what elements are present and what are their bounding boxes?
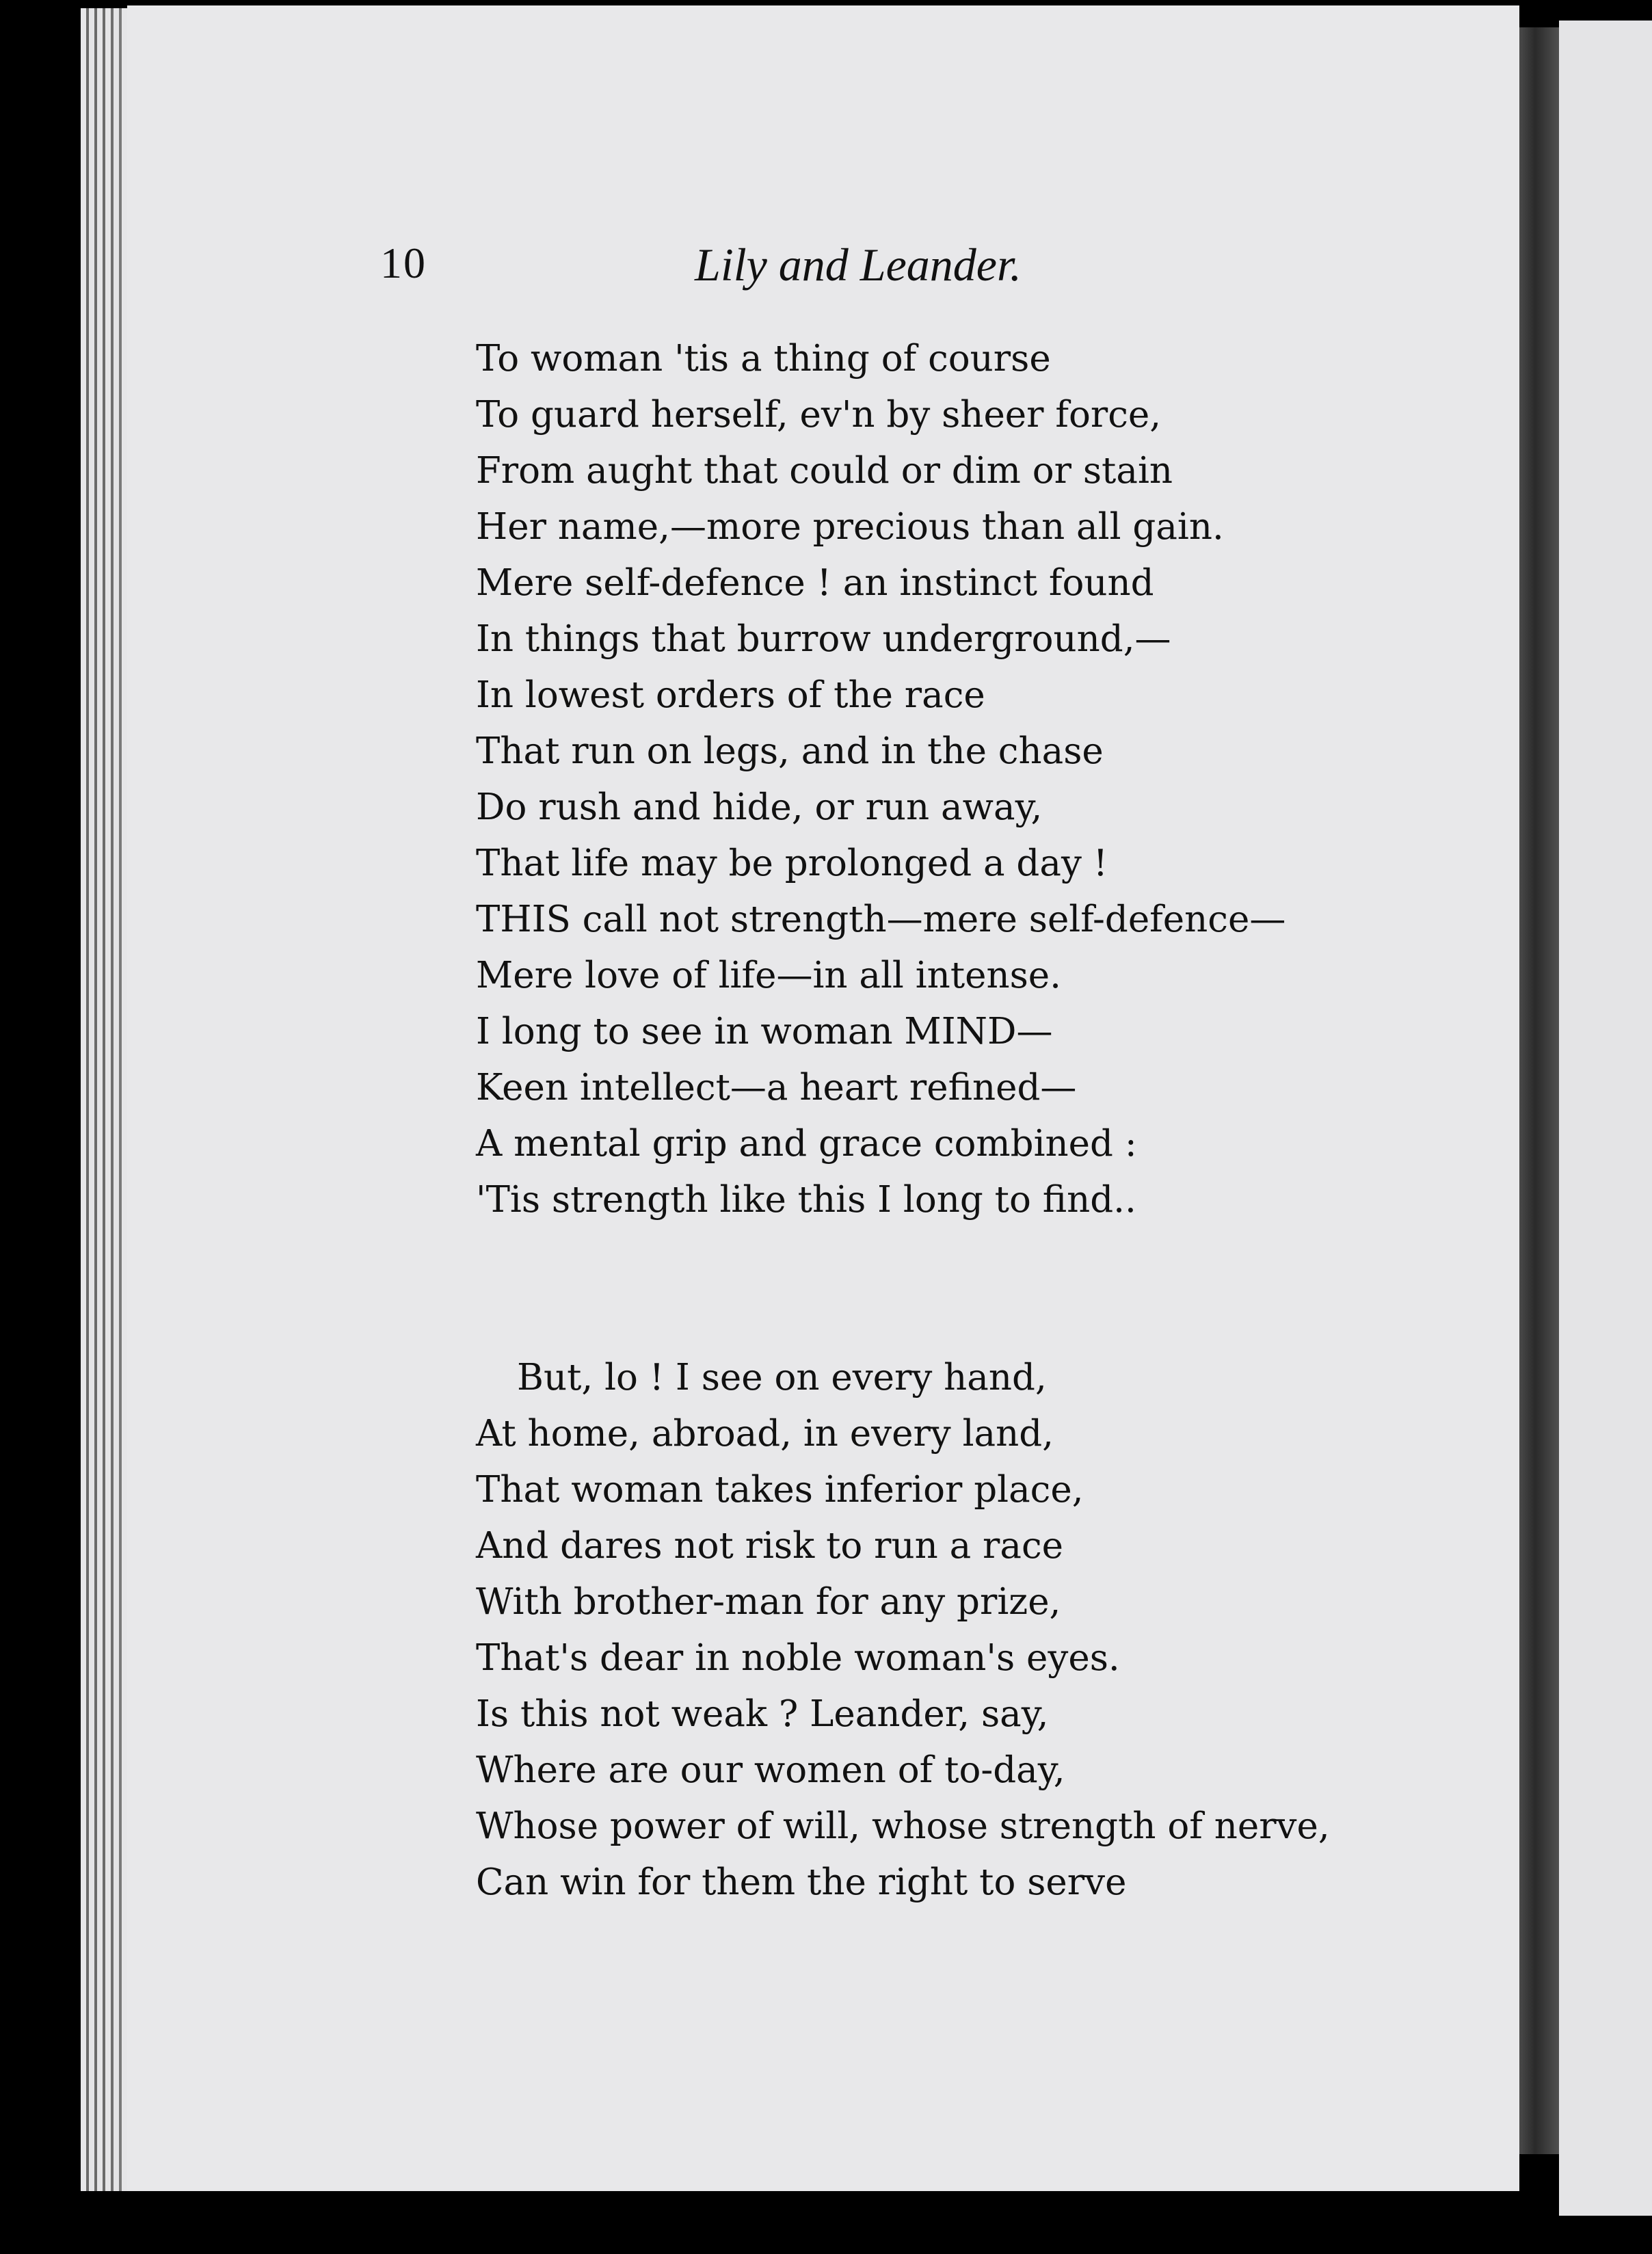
poem-line: In things that burrow underground,— (476, 618, 1171, 660)
poem-line: Keen intellect—a heart refined— (476, 1067, 1077, 1109)
poem-line: From aught that could or dim or stain (476, 450, 1173, 492)
poem-line: Whose power of will, whose strength of nerve, (476, 1805, 1330, 1847)
poem-line: Where are our women of to-day, (476, 1749, 1065, 1791)
poem-line: That life may be prolonged a day ! (476, 843, 1108, 884)
poem-line: In lowest orders of the race (476, 674, 985, 716)
stanza-2 (476, 1350, 1502, 1911)
poem-line: Mere self-defence ! an instinct found (476, 562, 1154, 604)
poem-line: That's dear in noble woman's eyes. (476, 1637, 1120, 1679)
book-page (127, 5, 1519, 2191)
poem-line: Do rush and hide, or run away, (476, 786, 1043, 828)
poem-line: To guard herself, ev'n by sheer force, (476, 394, 1162, 436)
poem-line: 'Tis strength like this I long to find.. (476, 1179, 1136, 1221)
facing-page-edge (1559, 21, 1652, 2216)
poem-line: And dares not risk to run a race (476, 1525, 1064, 1567)
running-title: Lily and Leander. (695, 239, 1022, 291)
poem-line: That run on legs, and in the chase (476, 730, 1104, 772)
poem-line: At home, abroad, in every land, (476, 1413, 1054, 1455)
page-header (127, 238, 1519, 293)
poem-line: A mental grip and grace combined : (476, 1123, 1137, 1165)
poem-line: Is this not weak ? Leander, say, (476, 1693, 1049, 1735)
poem-line: THIS call not strength—mere self-defence— (476, 899, 1286, 940)
poem-line: Her name,—more precious than all gain. (476, 506, 1224, 548)
poem-line: I long to see in woman MIND— (476, 1011, 1053, 1052)
poem-line: But, lo ! I see on every hand, (517, 1357, 1047, 1398)
poem-line: Can win for them the right to serve (476, 1861, 1127, 1903)
poem-line: Mere love of life—in all intense. (476, 955, 1062, 996)
stanza-1 (476, 331, 1502, 1228)
poem-line: That woman takes inferior place, (476, 1469, 1084, 1511)
poem-line: With brother-man for any prize, (476, 1581, 1061, 1623)
binding-gutter (1519, 27, 1559, 2154)
poem-line: To woman 'tis a thing of course (476, 338, 1051, 380)
page-number: 10 (380, 239, 427, 287)
